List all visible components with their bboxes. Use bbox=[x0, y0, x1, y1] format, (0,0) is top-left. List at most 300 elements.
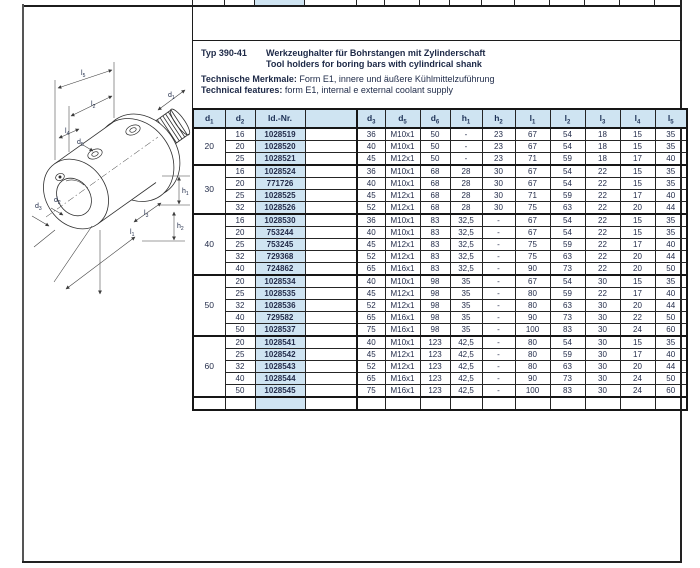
table-cell: 54 bbox=[550, 275, 585, 288]
table-cell: 45 bbox=[357, 190, 385, 202]
id-cell: 1028534 bbox=[255, 275, 305, 288]
table-cell bbox=[305, 239, 357, 251]
table-cell: - bbox=[482, 373, 515, 385]
table-cell: 42,5 bbox=[450, 349, 482, 361]
table-cell: 67 bbox=[515, 227, 550, 239]
table-cell: M12x1 bbox=[385, 251, 420, 263]
table-cell: 80 bbox=[515, 300, 550, 312]
column-header: $d_2$ bbox=[225, 109, 255, 128]
section-header bbox=[192, 40, 681, 108]
table-cell bbox=[305, 251, 357, 263]
table-cell: 44 bbox=[655, 202, 687, 215]
table-cell bbox=[305, 214, 357, 227]
technical-drawing-wrap bbox=[22, 44, 194, 319]
table-cell: 25 bbox=[225, 153, 255, 166]
table-cell bbox=[305, 312, 357, 324]
table-cell: 28 bbox=[450, 202, 482, 215]
table-cell: 50 bbox=[655, 312, 687, 324]
table-cell: 52 bbox=[357, 361, 385, 373]
table-cell: 17 bbox=[620, 153, 655, 166]
table-cell bbox=[420, 397, 450, 410]
table-cell: 98 bbox=[420, 288, 450, 300]
table-cell: 67 bbox=[515, 275, 550, 288]
table-cell: 24 bbox=[620, 385, 655, 398]
table-cell: 67 bbox=[515, 128, 550, 141]
table-cell: 22 bbox=[585, 165, 620, 178]
column-header: $l_3$ bbox=[585, 109, 620, 128]
dimension-label: l4 bbox=[65, 128, 70, 137]
table-cell: M12x1 bbox=[385, 288, 420, 300]
table-cell: 98 bbox=[420, 312, 450, 324]
column-header: Id.-Nr. bbox=[255, 109, 305, 128]
table-cell: 22 bbox=[585, 251, 620, 263]
table-cell: 45 bbox=[357, 288, 385, 300]
section-divider-line bbox=[22, 5, 682, 7]
table-cell: 45 bbox=[357, 349, 385, 361]
table-cell: 16 bbox=[225, 165, 255, 178]
id-cell: 1028544 bbox=[255, 373, 305, 385]
table-cell: 20 bbox=[620, 263, 655, 276]
table-cell: 71 bbox=[515, 190, 550, 202]
table-cell: - bbox=[482, 288, 515, 300]
table-row bbox=[193, 214, 687, 227]
table-cell: M12x1 bbox=[385, 349, 420, 361]
table-row bbox=[193, 141, 687, 153]
table-cell: 42,5 bbox=[450, 361, 482, 373]
table-cell: 15 bbox=[620, 141, 655, 153]
table-cell: 59 bbox=[550, 349, 585, 361]
table-row bbox=[193, 165, 687, 178]
type-label-spacer bbox=[201, 59, 266, 70]
table-cell: 50 bbox=[225, 324, 255, 337]
table-cell: 17 bbox=[620, 239, 655, 251]
table-cell: M10x1 bbox=[385, 165, 420, 178]
table-cell: 59 bbox=[550, 239, 585, 251]
table-header-row bbox=[193, 109, 687, 128]
table-cell: 98 bbox=[420, 275, 450, 288]
dimension-label: l2 bbox=[91, 101, 96, 110]
id-cell: 1028520 bbox=[255, 141, 305, 153]
table-cell: M10x1 bbox=[385, 128, 420, 141]
table-cell: 83 bbox=[420, 227, 450, 239]
table-cell: 20 bbox=[225, 275, 255, 288]
table-cell: 17 bbox=[620, 288, 655, 300]
table-cell bbox=[515, 397, 550, 410]
table-cell: 40 bbox=[655, 288, 687, 300]
table-cell bbox=[305, 178, 357, 190]
table-cell: 83 bbox=[550, 324, 585, 337]
table-cell: 32,5 bbox=[450, 214, 482, 227]
table-cell bbox=[305, 202, 357, 215]
table-cell bbox=[305, 300, 357, 312]
table-cell: 20 bbox=[225, 141, 255, 153]
table-cell: 36 bbox=[357, 128, 385, 141]
table-cell: 15 bbox=[620, 165, 655, 178]
dimension-label: l3 bbox=[144, 210, 149, 219]
table-cell: 63 bbox=[550, 300, 585, 312]
column-header: $d_5$ bbox=[385, 109, 420, 128]
table-cell: 25 bbox=[225, 288, 255, 300]
table-cell: 40 bbox=[357, 275, 385, 288]
table-cell: 45 bbox=[357, 153, 385, 166]
table-cell: 30 bbox=[482, 165, 515, 178]
table-cell: 54 bbox=[550, 128, 585, 141]
dimension-label: d2 bbox=[54, 197, 61, 206]
table-cell: - bbox=[482, 214, 515, 227]
table-cell: - bbox=[450, 153, 482, 166]
table-cell: 67 bbox=[515, 214, 550, 227]
table-cell: 30 bbox=[585, 385, 620, 398]
table-cell: M12x1 bbox=[385, 153, 420, 166]
id-cell: 753244 bbox=[255, 227, 305, 239]
id-cell: 1028521 bbox=[255, 153, 305, 166]
table-cell: 30 bbox=[482, 190, 515, 202]
table-cell: 52 bbox=[357, 251, 385, 263]
table-row bbox=[193, 178, 687, 190]
table-cell: 54 bbox=[550, 165, 585, 178]
dimension-label: d1 bbox=[168, 92, 175, 101]
table-cell: 67 bbox=[515, 178, 550, 190]
column-header: $h_1$ bbox=[450, 109, 482, 128]
id-cell bbox=[255, 397, 305, 410]
table-cell: 23 bbox=[482, 128, 515, 141]
table-cell: 123 bbox=[420, 373, 450, 385]
table-cell: 24 bbox=[620, 324, 655, 337]
dimension-label: d3 bbox=[35, 203, 42, 212]
table-cell: 30 bbox=[585, 300, 620, 312]
technical-drawing bbox=[22, 44, 194, 314]
id-cell: 1028525 bbox=[255, 190, 305, 202]
table-cell: 16 bbox=[225, 214, 255, 227]
table-row bbox=[193, 336, 687, 349]
table-cell: 123 bbox=[420, 336, 450, 349]
table-cell: 75 bbox=[515, 251, 550, 263]
table-cell: 28 bbox=[450, 165, 482, 178]
dimension-label: l1 bbox=[130, 229, 135, 238]
table-cell: 18 bbox=[585, 128, 620, 141]
column-header: $h_2$ bbox=[482, 109, 515, 128]
table-cell: 40 bbox=[225, 263, 255, 276]
table-cell: 83 bbox=[420, 263, 450, 276]
table-cell: 100 bbox=[515, 385, 550, 398]
table-cell: 80 bbox=[515, 288, 550, 300]
table-cell: 65 bbox=[357, 373, 385, 385]
table-cell: 65 bbox=[357, 312, 385, 324]
table-cell: 52 bbox=[357, 202, 385, 215]
table-row bbox=[193, 153, 687, 166]
column-header: $d_1$ bbox=[193, 109, 225, 128]
table-cell: 30 bbox=[482, 178, 515, 190]
table-cell: 40 bbox=[655, 239, 687, 251]
table-cell: 18 bbox=[585, 153, 620, 166]
table-cell: - bbox=[482, 263, 515, 276]
table-cell: 15 bbox=[620, 178, 655, 190]
table-cell: 123 bbox=[420, 385, 450, 398]
table-cell: 17 bbox=[620, 190, 655, 202]
table-cell: 80 bbox=[515, 361, 550, 373]
title-german: Werkzeughalter für Bohrstangen mit Zylinderschaft bbox=[266, 48, 486, 58]
table-cell: 73 bbox=[550, 312, 585, 324]
table-cell: 18 bbox=[585, 141, 620, 153]
table-cell: - bbox=[482, 312, 515, 324]
table-cell bbox=[620, 397, 655, 410]
column-header: $d_3$ bbox=[357, 109, 385, 128]
table-cell bbox=[305, 141, 357, 153]
table-cell: 35 bbox=[450, 324, 482, 337]
table-cell: 35 bbox=[655, 165, 687, 178]
table-cell: 80 bbox=[515, 336, 550, 349]
table-cell: 73 bbox=[550, 373, 585, 385]
table-cell: 35 bbox=[450, 288, 482, 300]
table-cell: 30 bbox=[585, 275, 620, 288]
table-cell bbox=[305, 336, 357, 349]
table-cell: 54 bbox=[550, 214, 585, 227]
table-cell: 32,5 bbox=[450, 239, 482, 251]
table-cell bbox=[305, 397, 357, 410]
title-english: Tool holders for boring bars with cylindrical shank bbox=[266, 58, 482, 69]
features-german-label: Technische Merkmale: bbox=[201, 74, 297, 84]
table-cell: 75 bbox=[515, 202, 550, 215]
table-cell: - bbox=[482, 300, 515, 312]
table-row bbox=[193, 239, 687, 251]
table-cell: 35 bbox=[655, 178, 687, 190]
table-cell: 65 bbox=[357, 263, 385, 276]
table-row bbox=[193, 349, 687, 361]
table-cell bbox=[305, 324, 357, 337]
d1-group-cell: 20 bbox=[193, 128, 225, 165]
table-cell: 59 bbox=[550, 153, 585, 166]
table-cell: 50 bbox=[225, 385, 255, 398]
type-label: Typ 390-41 bbox=[201, 48, 247, 58]
table-cell bbox=[225, 397, 255, 410]
table-cell: 25 bbox=[225, 190, 255, 202]
table-cell: 59 bbox=[550, 190, 585, 202]
table-cell: 22 bbox=[585, 227, 620, 239]
table-cell: - bbox=[482, 227, 515, 239]
d1-group-cell: 60 bbox=[193, 336, 225, 397]
table-cell: - bbox=[482, 336, 515, 349]
table-cell: 40 bbox=[655, 349, 687, 361]
id-cell: 724862 bbox=[255, 263, 305, 276]
table-cell bbox=[193, 397, 225, 410]
table-cell: - bbox=[482, 239, 515, 251]
table-cell: 100 bbox=[515, 324, 550, 337]
column-header: $l_2$ bbox=[550, 109, 585, 128]
table-cell: 60 bbox=[655, 385, 687, 398]
table-cell: 32,5 bbox=[450, 263, 482, 276]
table-cell bbox=[305, 128, 357, 141]
table-cell: M12x1 bbox=[385, 202, 420, 215]
features-english bbox=[201, 85, 681, 96]
table-cell: 16 bbox=[225, 128, 255, 141]
table-cell: - bbox=[482, 385, 515, 398]
table-cell: 20 bbox=[225, 336, 255, 349]
table-cell: 30 bbox=[585, 324, 620, 337]
table-cell: 22 bbox=[585, 239, 620, 251]
table-cell: 35 bbox=[655, 336, 687, 349]
table-cell: 35 bbox=[450, 312, 482, 324]
table-cell: 30 bbox=[585, 361, 620, 373]
table-cell: 40 bbox=[225, 312, 255, 324]
table-cell: 32 bbox=[225, 202, 255, 215]
table-row bbox=[193, 275, 687, 288]
table-row bbox=[193, 324, 687, 337]
table-cell: 35 bbox=[450, 275, 482, 288]
table-cell: 22 bbox=[585, 190, 620, 202]
table-cell: M10x1 bbox=[385, 275, 420, 288]
table-cell: M10x1 bbox=[385, 336, 420, 349]
table-cell: - bbox=[450, 141, 482, 153]
table-cell bbox=[482, 397, 515, 410]
table-cell: 50 bbox=[655, 373, 687, 385]
features-english-text: form E1, internal e external coolant supply bbox=[282, 84, 453, 95]
table-cell: 44 bbox=[655, 251, 687, 263]
table-cell: M10x1 bbox=[385, 214, 420, 227]
dimension-label: l5 bbox=[81, 70, 86, 79]
table-cell bbox=[655, 397, 687, 410]
table-row bbox=[193, 202, 687, 215]
table-cell: 22 bbox=[585, 214, 620, 227]
dimension-label: d5 bbox=[77, 139, 84, 148]
table-cell: 50 bbox=[420, 141, 450, 153]
table-cell: 32,5 bbox=[450, 251, 482, 263]
table-cell: M16x1 bbox=[385, 385, 420, 398]
table-cell: 54 bbox=[550, 141, 585, 153]
table-cell: 36 bbox=[357, 214, 385, 227]
table-cell: - bbox=[482, 275, 515, 288]
id-cell: 729368 bbox=[255, 251, 305, 263]
features-german bbox=[201, 74, 681, 85]
table-cell: 42,5 bbox=[450, 385, 482, 398]
id-cell: 1028519 bbox=[255, 128, 305, 141]
table-cell: 23 bbox=[482, 153, 515, 166]
table-cell bbox=[305, 361, 357, 373]
id-cell: 1028535 bbox=[255, 288, 305, 300]
id-cell: 1028530 bbox=[255, 214, 305, 227]
table-cell: 20 bbox=[620, 300, 655, 312]
table-row bbox=[193, 373, 687, 385]
table-cell bbox=[305, 263, 357, 276]
table-cell bbox=[357, 397, 385, 410]
table-cell: 35 bbox=[655, 128, 687, 141]
table-cell: 25 bbox=[225, 349, 255, 361]
table-cell: 44 bbox=[655, 361, 687, 373]
table-cell: - bbox=[482, 349, 515, 361]
table-cell: 60 bbox=[655, 324, 687, 337]
id-cell: 771726 bbox=[255, 178, 305, 190]
table-cell: 20 bbox=[225, 227, 255, 239]
table-cell: 35 bbox=[655, 141, 687, 153]
table-cell: 123 bbox=[420, 349, 450, 361]
id-cell: 1028537 bbox=[255, 324, 305, 337]
id-cell: 1028541 bbox=[255, 336, 305, 349]
table-cell bbox=[550, 397, 585, 410]
column-header bbox=[305, 109, 357, 128]
table-cell: 83 bbox=[420, 214, 450, 227]
table-cell: 73 bbox=[550, 263, 585, 276]
table-cell: 36 bbox=[357, 165, 385, 178]
table-cell bbox=[585, 397, 620, 410]
table-cell: 54 bbox=[550, 336, 585, 349]
dimension-label: h2 bbox=[177, 223, 184, 232]
table-cell: 22 bbox=[585, 263, 620, 276]
table-cell bbox=[305, 385, 357, 398]
dimension-table-wrap bbox=[192, 108, 688, 411]
table-cell: 52 bbox=[357, 300, 385, 312]
id-cell: 753245 bbox=[255, 239, 305, 251]
table-cell: 123 bbox=[420, 361, 450, 373]
table-cell: 63 bbox=[550, 361, 585, 373]
table-cell: 23 bbox=[482, 141, 515, 153]
table-cell: 30 bbox=[482, 202, 515, 215]
table-cell: 25 bbox=[225, 239, 255, 251]
table-cell: 17 bbox=[620, 349, 655, 361]
table-row bbox=[193, 251, 687, 263]
table-row bbox=[193, 128, 687, 141]
table-cell: 42,5 bbox=[450, 373, 482, 385]
table-cell: 83 bbox=[420, 251, 450, 263]
table-cell: 15 bbox=[620, 336, 655, 349]
table-cell: 40 bbox=[357, 178, 385, 190]
table-cell: 40 bbox=[225, 373, 255, 385]
table-cell: M16x1 bbox=[385, 263, 420, 276]
table-cell: 68 bbox=[420, 165, 450, 178]
table-cell: 20 bbox=[620, 361, 655, 373]
table-cell: 67 bbox=[515, 165, 550, 178]
table-cell bbox=[305, 165, 357, 178]
table-cell: 30 bbox=[585, 312, 620, 324]
table-cell: 83 bbox=[420, 239, 450, 251]
table-cell: 68 bbox=[420, 202, 450, 215]
table-cell: 67 bbox=[515, 141, 550, 153]
id-cell: 1028526 bbox=[255, 202, 305, 215]
table-row bbox=[193, 312, 687, 324]
table-cell: 35 bbox=[655, 227, 687, 239]
table-cell: M12x1 bbox=[385, 300, 420, 312]
table-cell: 83 bbox=[550, 385, 585, 398]
table-cell: 30 bbox=[585, 349, 620, 361]
table-cell: 32 bbox=[225, 361, 255, 373]
id-cell: 1028524 bbox=[255, 165, 305, 178]
id-cell: 1028545 bbox=[255, 385, 305, 398]
table-row bbox=[193, 385, 687, 398]
table-cell: 40 bbox=[655, 153, 687, 166]
table-cell: 22 bbox=[585, 202, 620, 215]
dimension-label: h1 bbox=[182, 188, 189, 197]
table-cell: 63 bbox=[550, 202, 585, 215]
table-cell bbox=[305, 288, 357, 300]
table-cell: 40 bbox=[357, 227, 385, 239]
table-cell: - bbox=[482, 251, 515, 263]
id-cell: 1028542 bbox=[255, 349, 305, 361]
table-cell: - bbox=[482, 324, 515, 337]
table-cell: 20 bbox=[620, 202, 655, 215]
table-cell: 40 bbox=[357, 141, 385, 153]
table-cell bbox=[305, 373, 357, 385]
table-cell: 98 bbox=[420, 324, 450, 337]
table-cell: 90 bbox=[515, 263, 550, 276]
table-cell: 30 bbox=[585, 336, 620, 349]
table-cell: M10x1 bbox=[385, 227, 420, 239]
table-cell: 50 bbox=[420, 128, 450, 141]
d1-group-cell: 30 bbox=[193, 165, 225, 214]
table-cell: 50 bbox=[420, 153, 450, 166]
table-cell: 40 bbox=[357, 336, 385, 349]
table-cell: 15 bbox=[620, 275, 655, 288]
table-cell bbox=[305, 190, 357, 202]
id-cell: 1028536 bbox=[255, 300, 305, 312]
table-cell: 28 bbox=[450, 190, 482, 202]
